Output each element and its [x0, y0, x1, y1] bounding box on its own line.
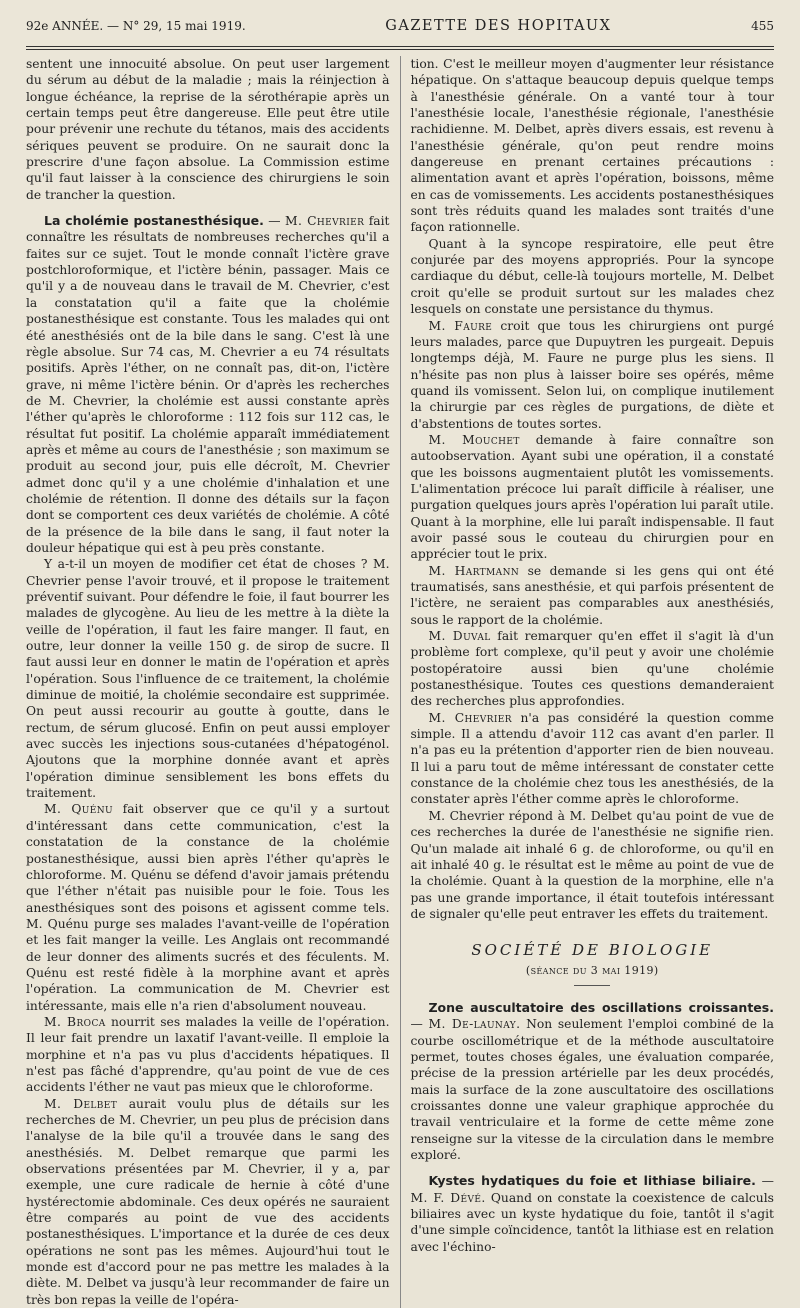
- kystes-paragraph: Kystes hydatiques du foie et lithiase biliaire. — M. F. Dévé. Quand on constate la coexistence de calculs biliaires avec un kyste hydatique du foie, tantôt il s'agit d'une simple coïncidence, tantôt la lithiase est en relation avec l'échino-: [410, 1173, 774, 1254]
- two-column-body: [26, 56, 774, 1308]
- paragraph-text: fait observer que ce qu'il y a surtout d'intéressant dans cette communication, c'est la constatation de la constance de la cholémie postanesthésique, aussi bien après l'éther qu'après le chloroforme. M. Quénu se défend d'avoir jamais prétendu que l'éther n'était pas nuisible pour le foie. Tous les anesthésiques sont des poisons et agissent comme tels. M. Quénu purge ses malades l'avant-veille de l'opération et les fait manger la veille. Les Anglais ont recommandé de leur donner des aliments sucrés et des féculents. M. Quénu est resté fidèle à la morphine avant et après l'opération. La communication de M. Chevrier est intéressante, mais elle n'a rien d'absolument nouveau.: [26, 802, 390, 1013]
- speaker-name: M. Hartmann: [428, 563, 520, 578]
- paragraph-text: Non seulement l'emploi combiné de la courbe oscillométrique et de la méthode auscultatoire permet, toutes choses égales, une évaluation comparée, précise de la pression artérielle par les deux procédés, mais la surface de la zone auscultatoire des oscillations croissantes donne une valeur graphique approchée du travail ventriculaire et la forme de cette même zone renseigne sur la vitesse de la circulation dans le membre exploré.: [410, 1017, 774, 1162]
- header-rule: [26, 46, 774, 50]
- paragraph-text: croit que tous les chirurgiens ont purgé leurs malades, parce que Dupuytren les purgeait. Depuis longtemps déjà, M. Faure ne purge plus les siens. Il n'hésite pas non plus à laisser boire ses opérés, même quand ils vomissent. Selon lui, on complique inutilement la chirurgie par ces règles de purgations, de diète et d'abstentions de toutes sortes.: [410, 318, 774, 431]
- speaker-name: M. Broca: [44, 1014, 106, 1029]
- delbet-paragraph: [26, 1096, 390, 1308]
- quenu-paragraph: [26, 801, 390, 1013]
- paragraph-text: aurait voulu plus de détails sur les recherches de M. Chevrier, un peu plus de précision dans l'analyse de la bile qu'il a trouvée dans le sang des anesthésiés. M. Delbet remarque que parmi les observations présentées par M. Chevrier, il y a, par exemple, une cure radicale de hernie à côté d'une hystérectomie abdominale. Ces deux opérés ne sauraient être comparés au point de vue des accidents postanesthésiques. L'importance et la durée de ces deux opérations ne sont pas les mêmes. Aujourd'hui tout le monde est d'accord pour ne pas mettre les malades à la diète. M. Delbet va jusqu'à leur recommander de faire un très bon repas la veille de l'opéra-: [26, 1096, 390, 1307]
- left-column: [26, 56, 390, 1308]
- mouchet-paragraph: [410, 432, 774, 563]
- page-number: 455: [751, 19, 774, 33]
- paragraph-text: nourrit ses malades la veille de l'opération. Il leur fait prendre un laxatif l'avant-veille. Il emploie la morphine et n'a pas vu plus d'accidents hépatiques. Il n'est pas fâché d'apprendre, qu'au point de vue de ces accidents l'éther ne vaut pas mieux que le chloroforme.: [26, 1014, 390, 1095]
- speaker-name: M. Chevrier: [428, 710, 512, 725]
- zone-paragraph: Zone auscultatoire des oscillations croissantes. — M. De-launay. Non seulement l'emploi combiné de la courbe oscillométrique et de la méthode auscultatoire permet, toutes choses égales, une évaluation comparée, précise de la pression artérielle par les deux procédés, mais la surface de la zone auscultatoire des oscillations croissantes donne une valeur graphique approchée du travail ventriculaire et la forme de cette même zone renseigne sur la vitesse de la circulation dans le membre exploré.: [410, 999, 774, 1162]
- paragraph-text: fait connaître les résultats de nombreuses recherches qu'il a faites sur ce sujet. Tout le monde connaît l'ictère grave postchloroformique, et l'ictère bénin, passager. Mais ce qu'il y a de nouveau dans le travail de M. Chevrier, c'est la constatation qu'il a faite que la cholémie postanesthésique est constante. Tous les malades qui ont été anesthésiés ont de la bile dans le sang. C'est là une règle absolue. Sur 74 cas, M. Chevrier a eu 74 résultats positifs. Après l'éther, on ne connaît pas, dit-on, l'ictère grave, ni même l'ictère bénin. Or d'après les recherches de M. Chevrier, la cholémie est aussi constante après l'éther qu'après le chloroforme : 112 fois sur 112 cas, le résultat fut positif. La cholémie apparaît immédiatement après et même au cours de l'anesthésie ; son maximum se produit au second jour, puis elle décroît, M. Chevrier admet donc qu'il y a une cholémie d'inhalation et une cholémie de rétention. Il donne des détails sur la façon dont se comportent ces deux variétés de cholémie. A côté de la présence de la bile dans le sang, il faut noter la douleur hépatique qui est à peu près constante.: [26, 214, 390, 555]
- column-divider: [400, 56, 401, 1308]
- speaker-name: M. Delbet: [44, 1096, 118, 1111]
- speaker-name: M. Faure: [428, 318, 493, 333]
- paragraph-text: se demande si les gens qui ont été traumatisés, sans anesthésie, et qui parfois présentent de l'ictère, ne seraient pas comparables aux anesthésiés, sous le rapport de la cholémie.: [410, 563, 774, 627]
- speaker-name: M. Chevrier: [285, 214, 365, 229]
- cholemie-paragraph: La cholémie postanesthésique. — M. Chevrier fait connaître les résultats de nombreuses recherches qu'il a faites sur ce sujet. Tout le monde connaît l'ictère grave postchloroformique, et l'ictère bénin, passager. Mais ce qu'il y a de nouveau dans le travail de M. Chevrier, c'est la constatation qu'il a faite que la cholémie postanesthésique est constante. Tous les malades qui ont été anesthésiés ont de la bile dans le sang. C'est là une règle absolue. Sur 74 cas, M. Chevrier a eu 74 résultats positifs. Après l'éther, on ne connaît pas, dit-on, l'ictère grave, ni même l'ictère bénin. Or d'après les recherches de M. Chevrier, la cholémie est aussi constante après l'éther qu'après le chloroforme : 112 fois sur 112 cas, le résultat fut positif. La cholémie apparaît immédiatement après et même au cours de l'anesthésie ; son maximum se produit au second jour, puis elle décroît, M. Chevrier admet donc qu'il y a une cholémie d'inhalation et une cholémie de rétention. Il donne des détails sur la façon dont se comportent ces deux variétés de cholémie. A côté de la présence de la bile dans le sang, il faut noter la douleur hépatique qui est à peu près constante.: [26, 213, 390, 555]
- treatment-paragraph: Y a-t-il un moyen de modifier cet état de choses ? M. Chevrier pense l'avoir trouvé, et il propose le traitement préventif suivant. Pour défendre le foie, il faut bourrer les malades de glycogène. Au lieu de les mettre à la diète la veille de l'opération, il faut les faire manger. Il faut, en outre, leur donner la veille 150 g. de sirop de sucre. Il faut aussi leur en donner le matin de l'opération et après l'opération. Sous l'influence de ce traitement, la cholémie diminue de moitié, la cholémie secondaire est supprimée. On peut aussi recourir au goutte à goutte, dans le rectum, de sérum glucosé. Enfin on peut aussi employer avec succès les injections sous-cutanées d'hépatogénol. Ajoutons que la morphine donnée avant et après l'opération diminue sensiblement les bons effets du traitement.: [26, 557, 390, 801]
- intro-paragraph: sentent une innocuité absolue. On peut user largement du sérum au début de la maladie ; mais la réinjection à longue échéance, la reprise de la sérothérapie après un certain temps peut être dangereuse. Elle peut être utile pour prévenir une rechute du tétanos, mais des accidents sériques peuvent se produire. On ne saurait donc la prescrire d'une façon absolue. La Commission estime qu'il faut laisser à la conscience des chirurgiens le soin de trancher la question.: [26, 57, 390, 202]
- hartmann-paragraph: [410, 563, 774, 628]
- chevrier-reply-paragraph: M. Chevrier répond à M. Delbet qu'au point de vue de ces recherches la durée de l'anesthésie ne signifie rien. Qu'un malade ait inhalé 6 g. de chloroforme, ou qu'il en ait inhalé 40 g. le résultat est le même au point de vue de la cholémie. Quant à la question de la morphine, elle n'a pas une grande importance, il était toutefois intéressant de signaler qu'elle peut entraver les effets du traitement.: [410, 808, 774, 921]
- duval-paragraph: [410, 628, 774, 710]
- running-header: [26, 14, 774, 40]
- journal-title: GAZETTE DES HOPITAUX: [385, 18, 612, 34]
- section-title: SOCIÉTÉ DE BIOLOGIE: [471, 941, 714, 960]
- kystes-heading: Kystes hydatiques du foie et lithiase biliaire.: [428, 1173, 756, 1189]
- paragraph-text: demande à faire connaître son autoobservation. Ayant subi une opération, il a constaté que les boissons augmentaient plutôt les vomissements. L'alimentation précoce lui paraît difficile à réaliser, une purgation quelques jours après l'opération lui paraît utile. Quant à la morphine, elle lui paraît indispensable. Il faut avoir passé sous le couteau du chirurgien pour en apprécier tout le prix.: [410, 432, 774, 562]
- paragraph-text: n'a pas considéré la question comme simple. Il a attendu d'avoir 112 cas avant d'en parler. Il n'a pas eu la prétention d'apporter rien de bien nouveau. Il lui a paru tout de même intéressant de constater cette constance de la cholémie chez tous les anesthésiés, de la constater après l'éther comme après le chloroforme.: [410, 710, 774, 807]
- faure-paragraph: [410, 318, 774, 432]
- issue-info: 92e ANNÉE. — N° 29, 15 mai 1919.: [26, 19, 246, 33]
- broca-paragraph: [26, 1014, 390, 1096]
- paragraph-text: fait remarquer qu'en effet il s'agit là d'un problème fort complexe, qu'il peut y avoir une cholémie postopératoire aussi bien qu'une cholémie postanesthésique. Toutes ces questions demanderaient des recherches plus approfondies.: [410, 629, 774, 709]
- speaker-name: M. De-launay.: [428, 1017, 521, 1032]
- section-subtitle: (séance du 3 mai 1919): [525, 963, 659, 977]
- speaker-name: M. Duval: [428, 629, 491, 644]
- zone-heading: Zone auscultatoire des oscillations croissantes.: [428, 999, 774, 1015]
- paragraph-text: Quand on constate la coexistence de calculs biliaires avec un kyste hydatique du foie, tantôt il s'agit d'une simple coïncidence, tantôt la lithiase est en relation avec l'échino-: [410, 1190, 774, 1254]
- speaker-name: M. Mouchet: [428, 432, 520, 447]
- continued-paragraph: tion. C'est le meilleur moyen d'augmenter leur résistance hépatique. On s'attaque beaucoup depuis quelque temps à l'anesthésie générale. On a vanté tour à tour l'anesthésie locale, l'anesthésie régionale, l'anesthésie rachidienne. M. Delbet, après divers essais, est revenu à l'anesthésie générale, qu'on peut rendre moins dangereuse en prenant certaines précautions : alimentation avant et après l'opération, boissons, même en cas de vomissements. Les accidents postanesthésiques sont très réduits quand les malades sont traités d'une façon rationnelle.: [410, 57, 774, 235]
- speaker-name: M. Quénu: [44, 802, 114, 817]
- chevrier-paragraph: [410, 710, 774, 808]
- right-column: [410, 56, 774, 1308]
- syncope-paragraph: Quant à la syncope respiratoire, elle peut être conjurée par des moyens appropriés. Pour la syncope cardiaque du début, celle-là toujours mortelle, M. Delbet croit qu'elle se produit surtout sur les malades chez lesquels on constate une persistance du thymus.: [410, 236, 774, 317]
- cholemie-heading: La cholémie postanesthésique.: [44, 213, 264, 229]
- speaker-name: M. F. Dévé.: [410, 1190, 486, 1205]
- section-rule: [574, 985, 610, 986]
